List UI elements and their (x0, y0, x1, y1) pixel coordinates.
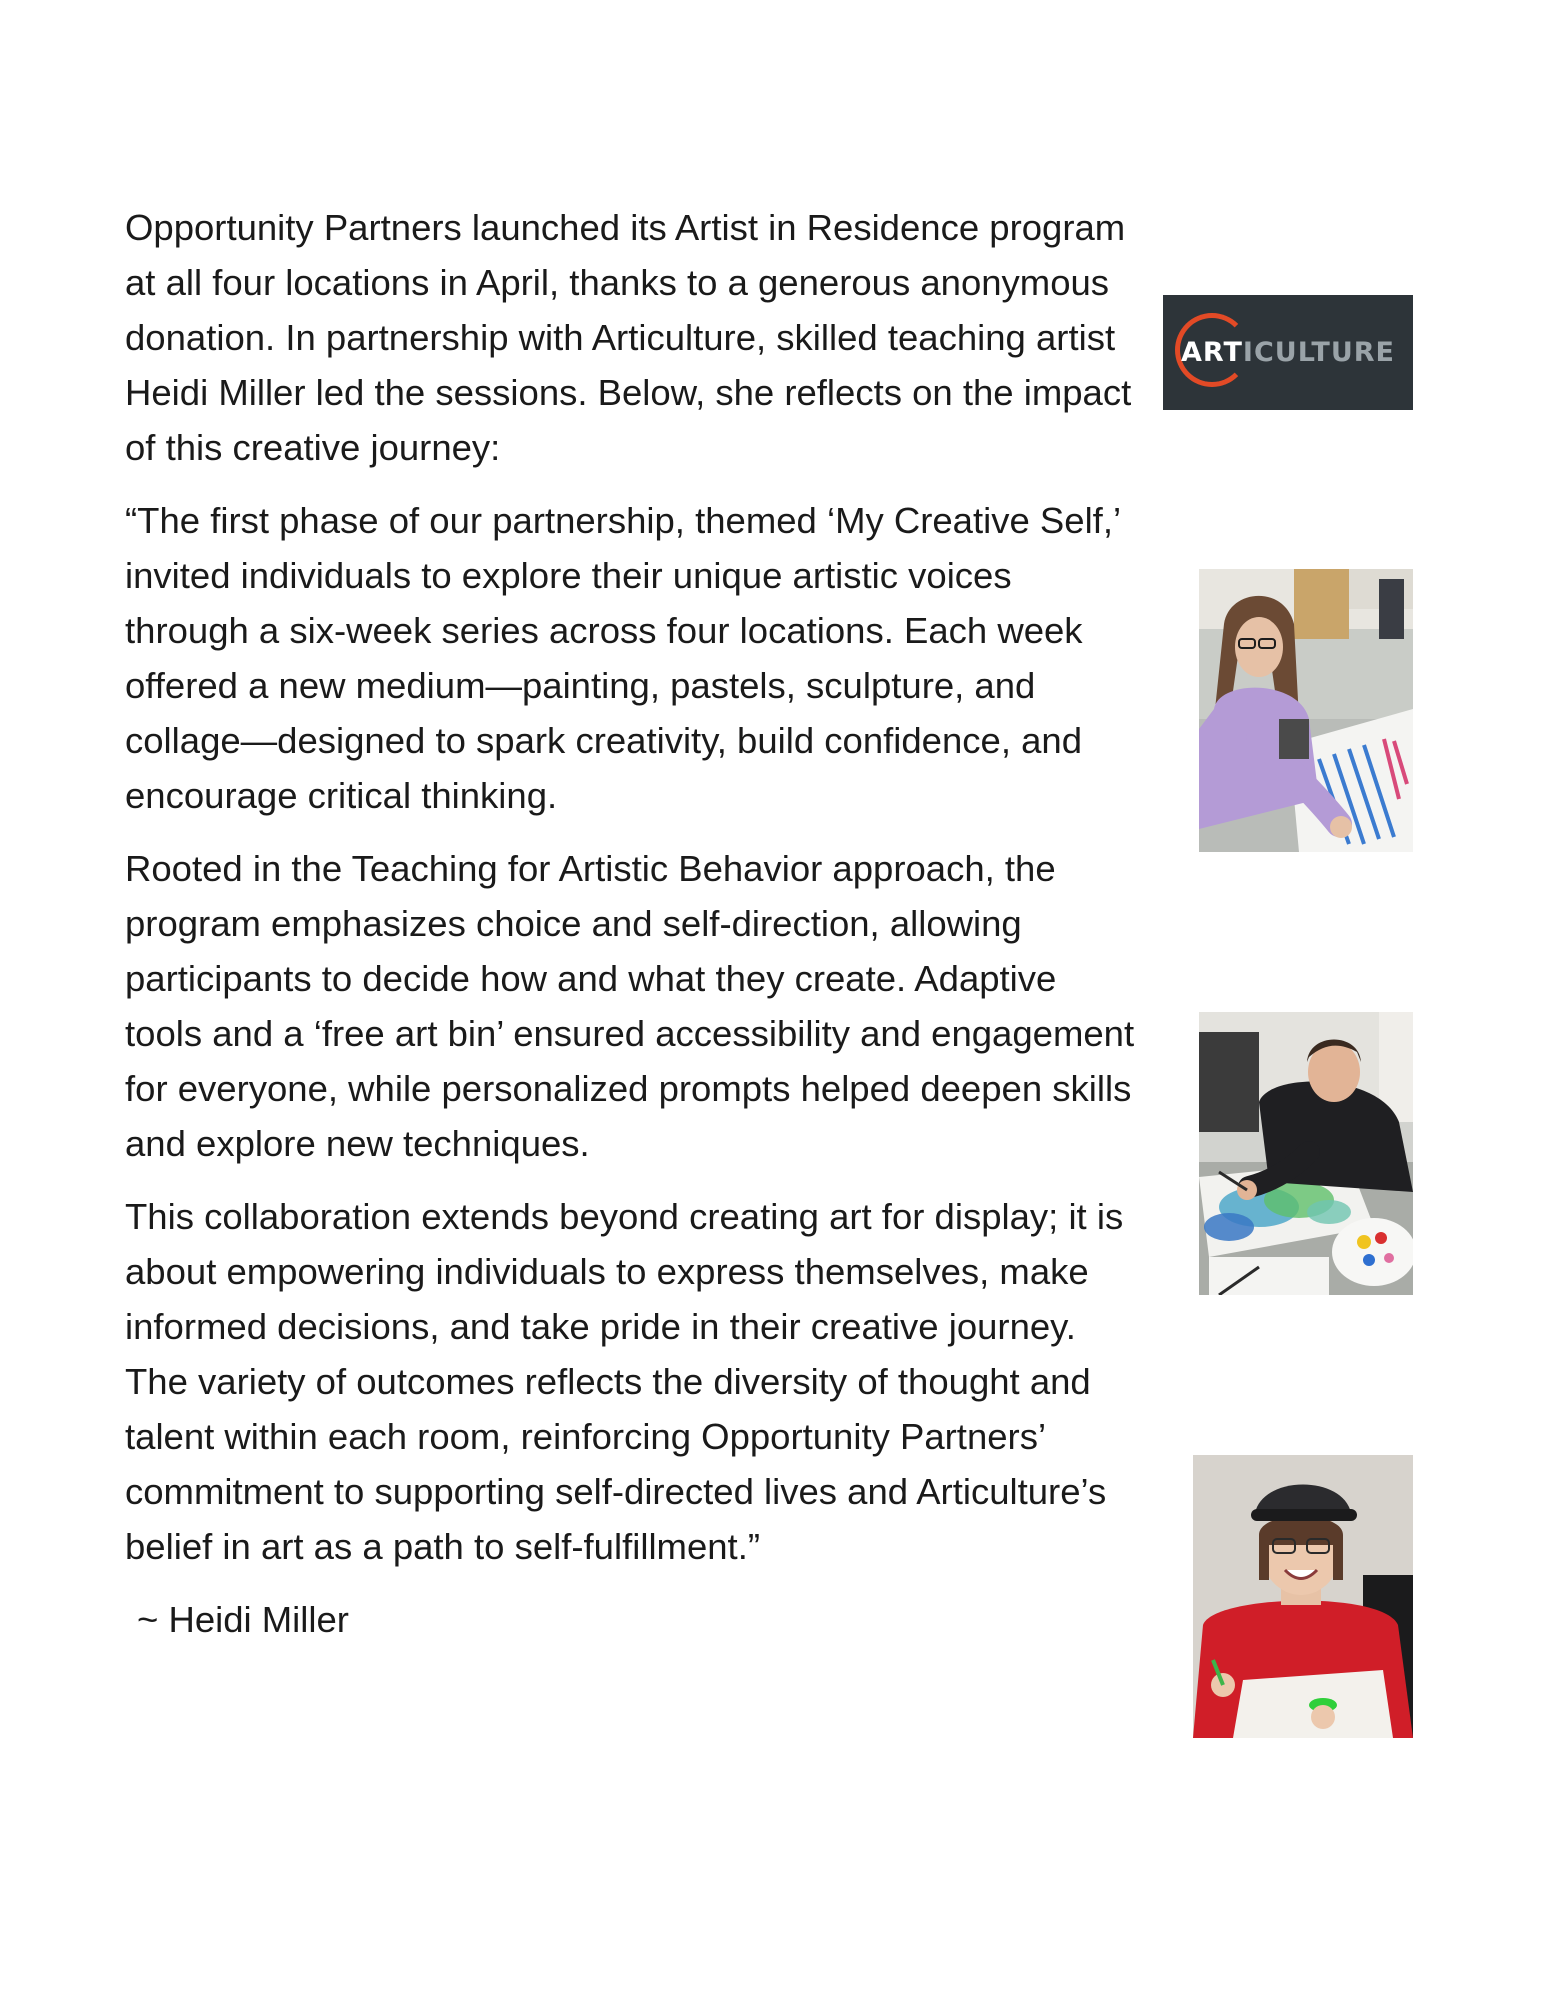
quote-paragraph-1: “The first phase of our partnership, themed ‘My Creative Self,’ invited individuals to explore their unique artistic voices through a six-week series across four locations. Each week offered a new medium—painting, pastels, sculpture, and collage—designed to spark creativity, build confidence, and encourage critical thinking. (125, 500, 1120, 816)
photo-woman-painting (1199, 569, 1413, 852)
logo-part-highlight: ART (1181, 337, 1243, 368)
photo-man-painting (1199, 1012, 1413, 1295)
intro-paragraph: Opportunity Partners launched its Artist in Residence program at all four locations in April, thanks to a generous anonymous donation. In partnership with Articulture, skilled teaching artist Heidi Miller led the sessions. Below, she reflects on the impact of this creative journey: (125, 207, 1132, 468)
logo-part-rest: ICULTURE (1242, 337, 1396, 368)
articulture-logo (1163, 295, 1413, 410)
quote-paragraph-3: This collaboration extends beyond creating art for display; it is about empowering individuals to express themselves, make informed decisions, and take pride in their creative journey. The variety of outcomes reflects the diversity of thought and talent within each room, reinforcing Opportunity Partners’ commitment to supporting self-directed lives and Articulture’s belief in art as a path to self-fulfillment.” (125, 1196, 1124, 1567)
article-body (125, 200, 1135, 1647)
photo-smiling-participant (1193, 1455, 1413, 1738)
quote-paragraph-2: Rooted in the Teaching for Artistic Behavior approach, the program emphasizes choice and self-direction, allowing participants to decide how and what they create. Adaptive tools and a ‘free art bin’ ensured accessibility and engagement for everyone, while personalized prompts helped deepen skills and explore new techniques. (125, 848, 1135, 1164)
logo-wordmark (1181, 337, 1395, 368)
signature: ~ Heidi Miller (137, 1599, 349, 1640)
